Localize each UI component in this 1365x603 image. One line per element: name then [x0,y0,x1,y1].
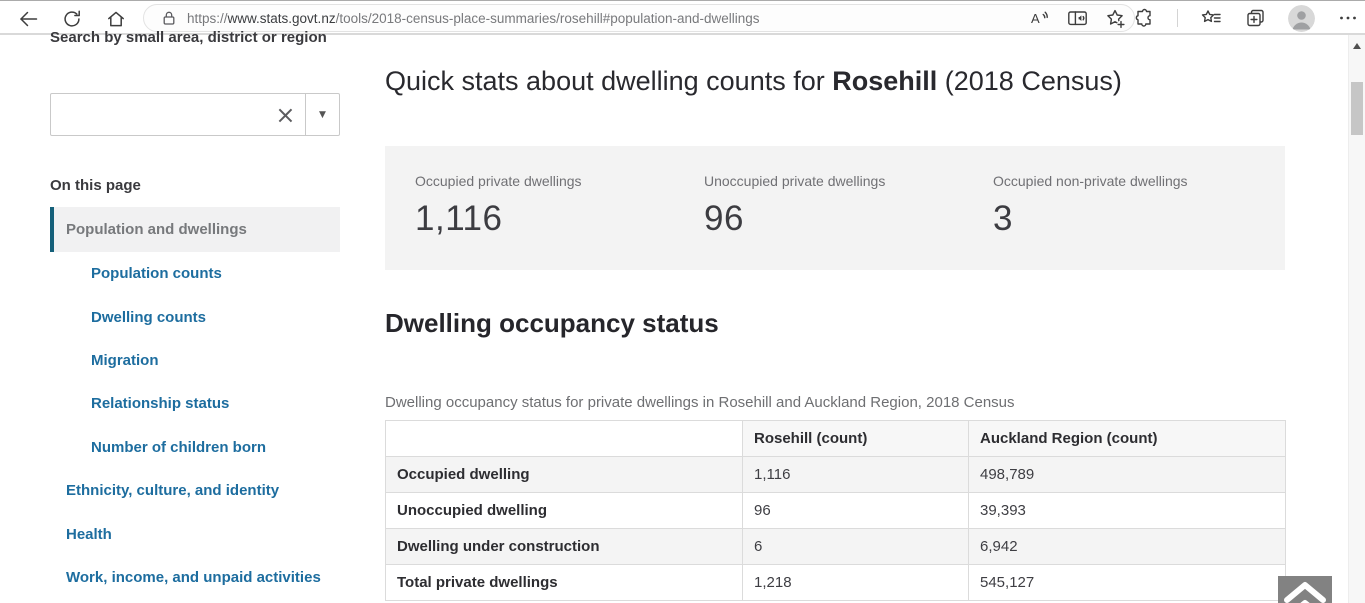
clear-search-icon[interactable]: × [275,100,296,129]
url-text[interactable] [187,11,760,26]
lock-icon[interactable] [161,10,177,26]
row-label: Unoccupied dwelling [386,493,743,529]
sidebar-link[interactable]: Migration [91,351,159,369]
cell-auckland: 39,393 [969,493,1286,529]
page-title-prefix: Quick stats about dwelling counts for [385,66,833,96]
sidebar-link[interactable]: Relationship status [91,395,230,413]
toolbar-divider [1177,9,1178,27]
row-label: Occupied dwelling [386,457,743,493]
back-icon [18,9,38,29]
table-row [386,493,1286,529]
sidebar-link[interactable]: Work, income, and unpaid activities [66,568,321,586]
add-favorite-icon [1105,8,1126,29]
sidebar-nav-list [50,252,340,599]
page-title-place: Rosehill [832,66,938,96]
stat-label: Occupied private dwellings [415,173,582,189]
profile-avatar-icon [1288,5,1315,32]
immersive-reader-icon [1067,8,1088,28]
collections-button[interactable] [1244,7,1266,29]
sidebar-item-relationship-status[interactable] [50,382,340,425]
stat-occupied-non-private-dwellings [963,146,1252,270]
sidebar-item-migration[interactable] [50,339,340,382]
stat-value: 1,116 [415,199,503,238]
row-label: Total private dwellings [386,565,743,601]
header-blank [386,421,743,457]
stat-occupied-private-dwellings [385,146,674,270]
table-header-row [386,421,1286,457]
read-aloud-icon [1029,8,1049,28]
sidebar-item-work-income-unpaid[interactable] [50,556,340,599]
sidebar-item-health[interactable] [50,512,340,555]
page-title-suffix: (2018 Census) [937,66,1122,96]
address-bar[interactable] [143,4,1135,32]
back-button[interactable] [14,5,42,33]
cell-auckland: 498,789 [969,457,1286,493]
sidebar-link[interactable]: Ethnicity, culture, and identity [66,482,280,500]
dwelling-occupancy-table [385,420,1286,601]
page-title [385,64,1285,98]
cell-rosehill: 1,116 [743,457,969,493]
sidebar-link[interactable]: Dwelling counts [91,308,207,326]
section-title: Dwelling occupancy status [385,308,719,338]
sidebar-link[interactable]: Number of children born [91,438,267,456]
favorites-icon [1200,8,1222,28]
stat-value: 96 [704,199,744,238]
scrollbar-thumb[interactable] [1351,82,1363,135]
scroll-up-arrow-icon[interactable] [1353,43,1361,49]
sidebar-link[interactable]: Population counts [91,265,222,283]
sidebar-item-population-counts[interactable] [50,252,340,295]
sidebar-item-dwelling-counts[interactable] [50,295,340,338]
home-icon [106,9,126,29]
table-row [386,565,1286,601]
stat-unoccupied-private-dwellings [674,146,963,270]
cell-rosehill: 96 [743,493,969,529]
url-scheme: https:// [187,10,228,26]
sidebar-link[interactable]: Health [66,525,112,543]
collections-icon [1245,8,1266,29]
search-box [50,93,340,136]
settings-menu-icon [1338,8,1358,28]
profile-avatar[interactable] [1288,5,1315,32]
stat-value: 3 [993,199,1013,238]
refresh-icon [62,9,82,29]
table-row [386,529,1286,565]
cell-auckland: 545,127 [969,565,1286,601]
immersive-reader-button[interactable] [1066,7,1088,29]
read-aloud-button[interactable] [1028,7,1050,29]
quick-stats-panel [385,146,1285,270]
add-favorite-button[interactable] [1104,7,1126,29]
chevron-up-icon [1278,576,1332,603]
cell-auckland: 6,942 [969,529,1286,565]
sidebar-item-ethnicity-culture-identity[interactable] [50,469,340,512]
page-scrollbar[interactable] [1348,35,1365,603]
extensions-button[interactable] [1133,7,1155,29]
favorites-button[interactable] [1200,7,1222,29]
sidebar-item-number-of-children-born[interactable] [50,426,340,469]
svg-text:A: A [1031,11,1040,26]
header-auckland-region-count: Auckland Region (count) [969,421,1286,457]
search-label: Search by small area, district or region [50,29,327,46]
sidebar-active-label: Population and dwellings [66,221,247,238]
sidebar-item-population-and-dwellings[interactable] [50,207,340,252]
search-input[interactable] [51,94,266,135]
header-rosehill-count: Rosehill (count) [743,421,969,457]
settings-menu-button[interactable] [1337,7,1359,29]
on-this-page-heading: On this page [50,177,141,194]
extensions-icon [1134,8,1155,29]
cell-rosehill: 1,218 [743,565,969,601]
search-dropdown-button[interactable] [305,94,339,135]
back-to-top-button[interactable] [1278,576,1332,603]
cell-rosehill: 6 [743,529,969,565]
table-caption: Dwelling occupancy status for private dwellings in Rosehill and Auckland Region, 2018 Census [385,394,1015,411]
stat-label: Unoccupied private dwellings [704,173,886,189]
url-path: /tools/2018-census-place-summaries/rosehill#population-and-dwellings [335,10,760,26]
row-label: Dwelling under construction [386,529,743,565]
stat-label: Occupied non-private dwellings [993,173,1188,189]
chevron-down-icon: ▼ [319,109,326,120]
table-row [386,457,1286,493]
url-domain: www.stats.govt.nz [227,10,336,26]
